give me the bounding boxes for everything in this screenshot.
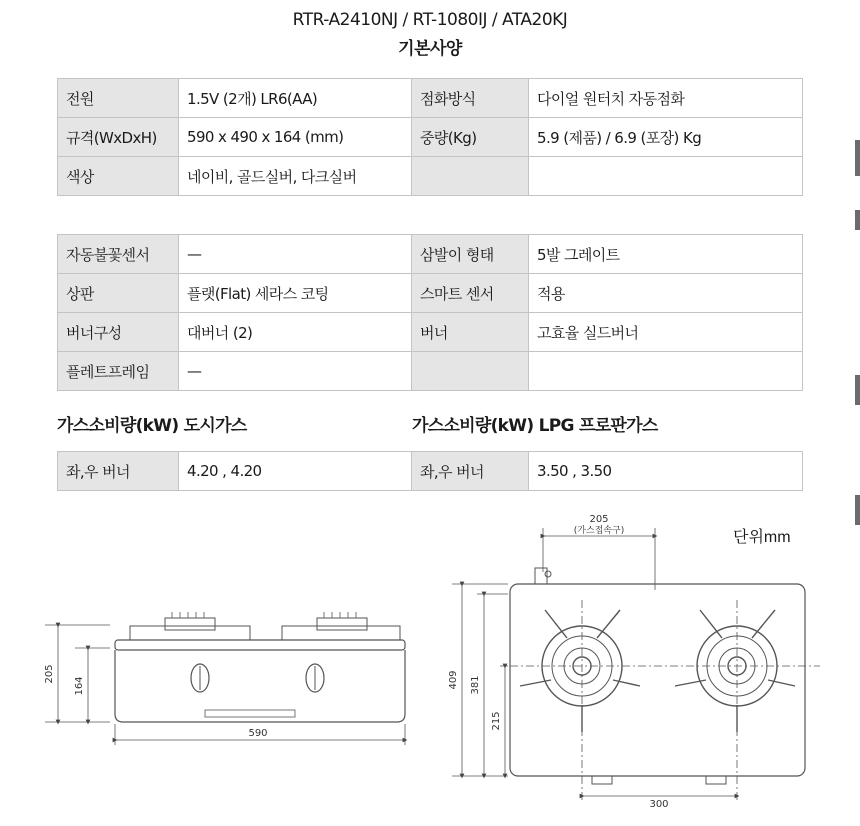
spec-label: 플레트프레임 — [58, 352, 179, 391]
front-view — [45, 612, 405, 745]
spec-value: — — [179, 235, 412, 274]
spec-value — [529, 157, 803, 196]
inlet-distance-dim: 205 — [589, 514, 609, 525]
spec-label: 중량(Kg) — [412, 118, 529, 157]
lpg-gas-heading: 가스소비량(kW) LPG 프로판가스 — [412, 416, 658, 436]
front-body-height-dim: 164 — [74, 676, 85, 696]
technical-drawing — [0, 500, 860, 826]
spec-label: 색상 — [58, 157, 179, 196]
inner-depth-dim: 381 — [470, 675, 481, 695]
edge-mark — [855, 375, 860, 405]
spec-value: 5발 그레이트 — [529, 235, 803, 274]
spec-value: 네이비, 골드실버, 다크실버 — [179, 157, 412, 196]
spec-value: 590 x 490 x 164 (mm) — [179, 118, 412, 157]
front-width-dim: 590 — [248, 728, 268, 739]
detail-spec-table — [57, 234, 803, 391]
table-row — [58, 352, 803, 391]
table-row — [58, 235, 803, 274]
gas-consumption-table — [57, 451, 803, 491]
spec-value: — — [179, 352, 412, 391]
depth-dim: 409 — [448, 670, 459, 690]
spec-label: 규격(WxDxH) — [58, 118, 179, 157]
spec-label: 버너 — [412, 313, 529, 352]
spec-label — [412, 352, 529, 391]
edge-mark — [855, 210, 860, 230]
spec-label: 전원 — [58, 79, 179, 118]
inlet-label: (가스접속구) — [573, 526, 625, 536]
spec-value: 5.9 (제품) / 6.9 (포장) Kg — [529, 118, 803, 157]
spec-value: 4.20 , 4.20 — [179, 452, 412, 491]
spec-label: 스마트 센서 — [412, 274, 529, 313]
spec-label: 점화방식 — [412, 79, 529, 118]
center-height-dim: 215 — [491, 711, 502, 731]
spec-label: 상판 — [58, 274, 179, 313]
edge-mark — [855, 140, 860, 176]
unit-label: 단위mm — [733, 529, 791, 546]
spec-value: 플랫(Flat) 세라스 코팅 — [179, 274, 412, 313]
spec-value: 다이얼 원터치 자동점화 — [529, 79, 803, 118]
spec-label: 좌,우 버너 — [58, 452, 179, 491]
table-row — [58, 118, 803, 157]
spec-value: 고효율 실드버너 — [529, 313, 803, 352]
spec-label: 자동불꽃센서 — [58, 235, 179, 274]
spec-value — [529, 352, 803, 391]
spec-value: 적용 — [529, 274, 803, 313]
spec-label: 삼발이 형태 — [412, 235, 529, 274]
basic-spec-table — [57, 78, 803, 196]
table-row — [58, 452, 803, 491]
spec-label: 좌,우 버너 — [412, 452, 529, 491]
table-row — [58, 274, 803, 313]
spec-label — [412, 157, 529, 196]
spec-value: 대버너 (2) — [179, 313, 412, 352]
city-gas-heading: 가스소비량(kW) 도시가스 — [57, 416, 247, 436]
model-line: RTR-A2410NJ / RT-1080IJ / ATA20KJ — [292, 10, 568, 30]
page-title: 기본사양 — [398, 39, 462, 59]
front-total-height-dim: 205 — [44, 664, 55, 684]
spec-value: 3.50 , 3.50 — [529, 452, 803, 491]
burner-spacing-dim: 300 — [649, 799, 669, 810]
spec-label: 버너구성 — [58, 313, 179, 352]
table-row — [58, 313, 803, 352]
table-row — [58, 79, 803, 118]
top-view — [452, 528, 820, 800]
spec-value: 1.5V (2개) LR6(AA) — [179, 79, 412, 118]
table-row — [58, 157, 803, 196]
